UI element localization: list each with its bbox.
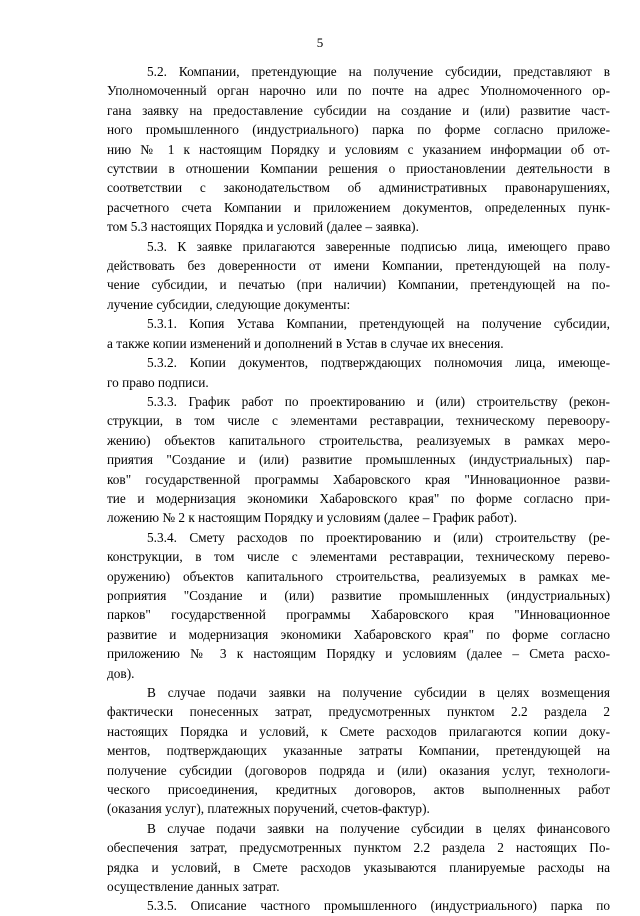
- text-line: гана заявку на предоставление субсидии на создание и (или) развитие част-: [107, 102, 610, 118]
- text-line: соответствии с законодательством об административных правонарушениях,: [107, 180, 610, 196]
- text-line: В случае подачи заявки на получение субсидии в целях возмещения: [147, 685, 610, 700]
- text-line: Уполномоченный орган нарочно или по почте на адрес Уполномоченного ор-: [107, 83, 610, 99]
- text-line: лучение субсидии, следующие документы:: [107, 296, 351, 312]
- text-line: 5.3.2. Копии документов, подтверждающих полномочия лица, имеюще-: [147, 355, 610, 371]
- text-line: обеспечения затрат, предусмотренных пунктом 2.2 раздела 2 настоящих По-: [107, 840, 610, 856]
- text-line: го право подписи.: [107, 374, 209, 390]
- paragraph-p-reimbursement: [107, 683, 610, 819]
- text-line: осуществление данных затрат.: [107, 879, 280, 895]
- text-line: 5.3.1. Копия Устава Компании, претендующей на получение субсидии,: [147, 316, 610, 332]
- paragraph-p-5-3-3: [107, 392, 610, 528]
- paragraph-p-5-3-2: [107, 353, 610, 392]
- text-line: 5.2. Компании, претендующие на получение субсидии, представляют в: [147, 64, 610, 79]
- text-line: 5.3.5. Описание частного промышленного (индустриального) парка по: [147, 898, 610, 914]
- text-line: действовать без доверенности от имени Компании, претендующей на полу-: [107, 258, 610, 274]
- text-line: настоящих Порядка и условий, к Смете расходов прилагаются копии доку-: [107, 723, 610, 739]
- text-line: ложению № 2 к настоящим Порядку и условиям (далее – График работ).: [107, 510, 518, 526]
- text-line: сутствии в отношении Компании решения о приостановлении деятельности в: [107, 161, 610, 177]
- text-line: тие и модернизация экономики Хабаровского края" по форме согласно при-: [107, 490, 610, 506]
- text-line: фактически понесенных затрат, предусмотренных пунктом 2.2 раздела 2: [107, 704, 610, 720]
- text-line: парков" государственной программы Хабаровского края "Инновационное: [107, 607, 610, 623]
- text-line: ментов, подтверждающих указанные затраты Компании, претендующей на: [107, 743, 610, 759]
- paragraph-p-5-3-4: [107, 528, 610, 683]
- text-line: развитие и модернизация экономики Хабаровского края" по форме согласно: [107, 626, 610, 642]
- text-line: а также копии изменений и дополнений в Устав в случае их внесения.: [107, 335, 504, 351]
- text-line: приложению № 3 к настоящим Порядку и условиям (далее – Смета расхо-: [107, 646, 610, 662]
- text-line: 5.3.3. График работ по проектированию и (или) строительству (рекон-: [147, 393, 610, 409]
- text-line: оружению) объектов капитального строительства, реализуемых в рамках ме-: [107, 568, 610, 584]
- text-line: жению) объектов капитального строительства, реализуемых в рамках меро-: [107, 432, 610, 448]
- text-line: 5.3.4. Смету расходов по проектированию и (или) строительству (ре-: [147, 529, 610, 545]
- page-number: 5: [316, 35, 324, 50]
- text-line: расчетного счета Компании и приложением документов, определенных пунк-: [107, 199, 610, 215]
- text-line: конструкции, в том числе с элементами реставрации, техническому перево-: [107, 549, 610, 565]
- text-line: (оказания услуг), платежных поручений, счетов-фактур).: [107, 801, 430, 817]
- text-line: ческого присоединения, кредитных договоров, актов выполненных работ: [107, 782, 610, 798]
- text-line: приятия "Создание и (или) развитие промышленных (индустриальных) пар-: [107, 452, 610, 468]
- text-line: роприятия "Создание и (или) развитие промышленных (индустриальных): [107, 587, 610, 603]
- text-line: струкции, в том числе с элементами реставрации, техническому перевоору-: [107, 413, 610, 429]
- paragraph-p-5-2: [107, 62, 610, 237]
- text-line: получение субсидии (договоров подряда и (или) оказания услуг, технологи-: [107, 762, 610, 778]
- paragraph-p-5-3-5: [107, 896, 610, 915]
- text-line: ков" государственной программы Хабаровского края "Инновационное разви-: [107, 471, 610, 487]
- text-line: нию № 1 к настоящим Порядку и условиям с указанием информации об от-: [107, 141, 610, 157]
- document-body: [107, 62, 610, 916]
- text-line: 5.3. К заявке прилагаются заверенные подписью лица, имеющего право: [147, 238, 610, 254]
- text-line: ного промышленного (индустриального) парка по форме согласно приложе-: [107, 122, 610, 138]
- text-line: дов).: [107, 665, 135, 681]
- text-line: рядка и условий, в Смете расходов указываются планируемые расходы на: [107, 859, 610, 875]
- paragraph-p-5-3-1: [107, 314, 610, 353]
- text-line: В случае подачи заявки на получение субсидии в целях финансового: [147, 820, 610, 836]
- paragraph-p-5-3: [107, 237, 610, 315]
- text-line: том 5.3 настоящих Порядка и условий (далее – заявка).: [107, 219, 419, 235]
- text-line: чение субсидии, и печатью (при наличии) Компании, претендующей на по-: [107, 277, 610, 293]
- paragraph-p-financing: [107, 819, 610, 897]
